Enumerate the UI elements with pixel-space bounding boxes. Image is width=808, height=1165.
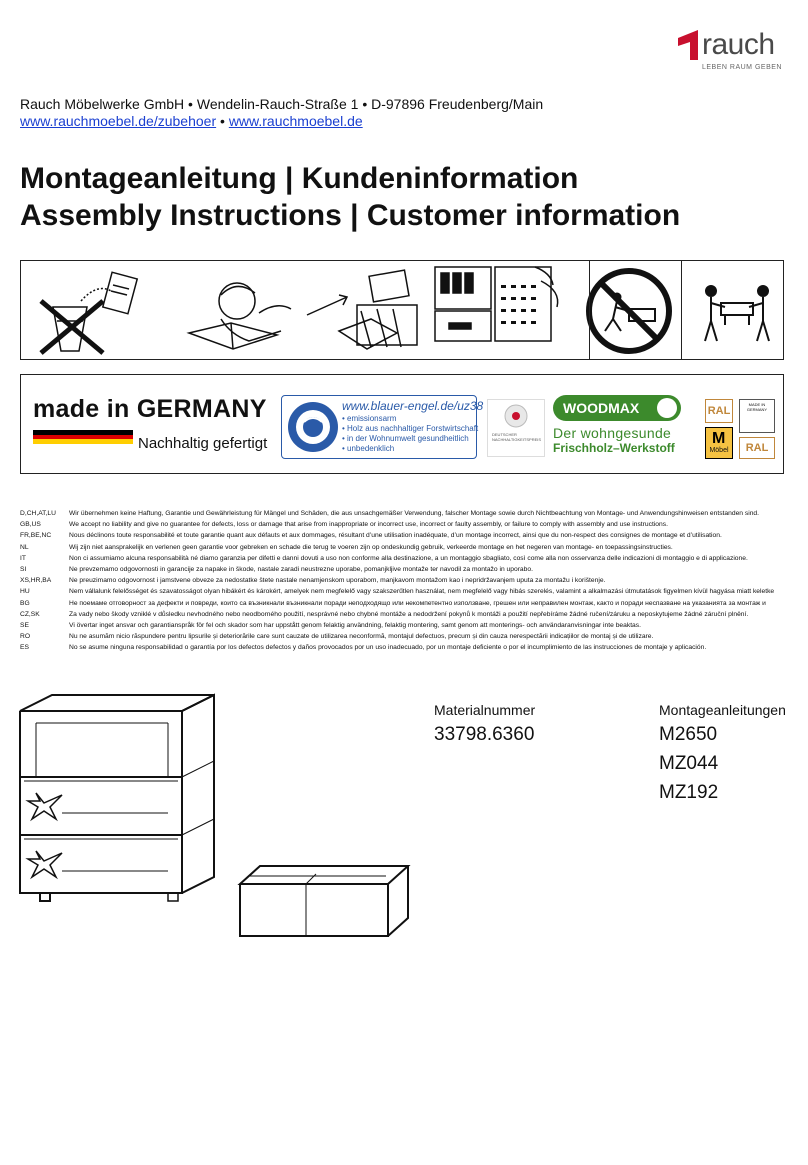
language-code: GB,US [20,521,41,529]
blauer-engel-points [342,414,478,454]
no-trash-icon [41,272,137,353]
language-code: ES [20,644,29,652]
table-row [20,642,790,653]
table-row [20,530,790,541]
table-row [20,542,790,553]
disclaimer-text: We accept no liability and give no guarantee for defects, loss or damage that arise from inappropriate or incorrect use, incorrect or faulty assembly, or failure to comply with assembly and use instructions. [69,521,668,529]
drawer-box-illustration [236,862,412,942]
arrow-icon [307,295,347,315]
nightstand-illustration [18,693,218,923]
pictogram-divider [681,261,682,359]
disclaimer-text: Vi övertar inget ansvar och garantianspråk för fel och skador som har uppstått genom felaktig användning, felaktig montering, samt genom att monterings- och användaranvisningar inte beaktas. [69,621,641,629]
award-icon [504,404,528,428]
material-number: 33798.6360 [434,724,535,745]
german-furniture-seal: MADE IN GERMANY [739,399,775,433]
language-code: SI [20,565,27,573]
disclaimer-text: No se asume ninguna responsabilidad o garantía por los defectos defectos y daños provocados por un uso inadecuado, por un montaje deficiente o por el incumplimiento de las instrucciones de montaje y aplicación. [69,644,707,652]
german-flag-icon [33,430,133,444]
disclaimer-text: Wij zijn niet aansprakelijk en verlenen geen garantie voor gebreken en schade die terug te voeren zijn op ondeskundig gebruik, verkeerde montage en het negeren van montage- en toepassingsinstructies. [69,543,673,551]
language-code: IT [20,554,26,562]
list-item: MZ192 [659,782,719,803]
disclaimer-text: Не поемаме отговорност за дефекти и повреди, които са възникнали възникнали поради неподходящо или некомпетентно използване, грешен или неправилен монтаж, както и поради неспазване на указанията за монтаж и [69,599,766,607]
instruction-sheet-icon [435,267,558,341]
table-row [20,564,790,575]
made-in-label: made in GERMANY [33,395,267,423]
pictogram-divider [589,261,590,359]
disclaimer-text: Nem vállalunk felelősséget és szavatosságot olyan hibákért és károkért, amelyek nem megfelelő vagy szakszerűtlen használat, nem megfelelő vagy hibás szerelés, valamint a alkalmazási útmutatások figyelmen kívül hagyása miatt keletke [69,588,775,596]
table-row [20,620,790,631]
table-row [20,598,790,609]
language-code: BG [20,599,30,607]
brand-tagline: LEBEN RAUM GEBEN [702,64,782,71]
disclaimer-text: Non ci assumiamo alcuna responsabilità né diamo garanzia per difetti e danni dovuti a uso non conforme alla destinazione, a un montaggio sbagliato, così come alla non osservanza delle indicazioni di montaggio e di applicazione. [69,554,748,562]
table-row [20,609,790,620]
language-code: NL [20,543,29,551]
disclaimer-text: Nu ne asumăm nicio răspundere pentru lipsurile și deteriorările care sunt cauzate de utilizarea neconformă, montajul defectuos, precum și din cauza nerespectării indicațiilor de montaj și de utilizare. [69,633,654,641]
accessories-link[interactable]: www.rauchmoebel.de/zubehoer [20,113,217,129]
woodmax-logo: WOODMAX [553,395,681,421]
language-code: FR,BE,NC [20,532,52,540]
ral-badge: RAL [739,437,775,459]
list-item: M2650 [659,724,718,745]
made-in-sub-label: Nachhaltig gefertigt [138,435,268,452]
liability-disclaimer-table [20,508,790,653]
disclaimer-text: Za vady nebo škody vzniklé v důsledku nevhodného nebo neodborného použití, nesprávné nebo chybné montáže a nedodržení pokynů k montáži a použití nepřebíráme žádné ručení/záruku a neposkytujeme žádné záruční plnění. [69,610,749,618]
blauer-engel-url: www.blauer-engel.de/uz38 [342,399,484,413]
list-item: MZ044 [659,753,719,774]
table-row [20,586,790,597]
language-code: SE [20,621,29,629]
instructions-label: Montageanleitungen [659,702,786,718]
table-row [20,631,790,642]
woodmax-gear-icon [657,398,677,418]
golden-m-badge [705,427,733,459]
person-reading-icon [189,283,291,349]
page-title-en: Assembly Instructions | Customer information [20,199,681,232]
certification-badges [20,374,784,474]
two-person-carry-icon [705,286,769,341]
table-row [20,553,790,564]
table-row [20,575,790,586]
sustainability-award-badge [487,399,545,457]
moebel-label: Möbel [709,447,729,454]
pictogram-drawings [21,261,785,361]
table-row [20,519,790,530]
language-code: XS,HR,BA [20,577,52,585]
brand-logo [676,26,786,76]
ral-badge: RAL [705,399,733,423]
disclaimer-text: Ne preuzimamo odgovornost i jamstvene obveze za nedostatke štete nastale nenamjenskom uporabom, manjkavom montažom kao i nepridržavanjem uputa za montažu i korištenje. [69,577,606,585]
blue-angel-icon [286,400,340,454]
language-code: D,CH,AT,LU [20,510,56,517]
list-item: • Holz aus nachhaltiger Forstwirtschaft [342,424,478,434]
made-in-germany-badge [33,395,268,452]
list-item: • in der Wohnumwelt gesundheitlich [342,434,478,444]
woodmax-badge [553,395,693,455]
instruction-pictograms [20,260,784,360]
list-item: • unbedenklich [342,444,478,454]
award-text: DEUTSCHER NACHHALTIGKEITSPREIS [492,432,542,442]
language-code: HU [20,588,30,596]
rauch-logo-mark-icon [676,30,702,60]
instructions-list [659,724,718,811]
disclaimer-text: Nous déclinons toute responsabilité et toute garantie quant aux défauts et aux dommages, résultant d’une utilisation inadéquate, d’un montage incorrect, ainsi que du non-respect des consignes de montage et d’utilisation. [69,532,722,540]
header-links [20,113,363,129]
company-address: Rauch Möbelwerke GmbH • Wendelin-Rauch-Straße 1 • D-97896 Freudenberg/Main [20,96,544,112]
table-row [20,508,790,519]
golden-m-icon: M [712,430,726,447]
brand-name: rauch [702,28,775,61]
page-title-de: Montageanleitung | Kundeninformation [20,162,579,195]
website-link[interactable]: www.rauchmoebel.de [228,113,363,129]
material-number-label: Materialnummer [434,702,536,718]
link-separator: • [216,113,229,129]
language-code: RO [20,633,31,641]
disclaimer-text: Ne prevzemamo odgovornosti in garancije za napake in škode, nastale zaradi neustrezne uporabe, pomanjkljive montaže ter navodil za montažo in uporabo. [69,565,533,573]
disclaimer-text: Wir übernehmen keine Haftung, Garantie und Gewährleistung für Mängel und Schäden, die aus unsachgemäßer Verwendung, falscher Montage sowie durch Nichtbeachtung von Montage- und Anwendungshinweisen entstanden sind. [69,510,759,517]
blauer-engel-badge [281,395,484,459]
no-dragging-icon [589,271,669,351]
woodmax-line2: Frischholz–Werkstoff [553,441,675,455]
woodmax-line1: Der wohngesunde [553,425,672,441]
file-folder-icon [339,270,417,349]
language-code: CZ,SK [20,610,40,618]
list-item: • emissionsarm [342,414,478,424]
